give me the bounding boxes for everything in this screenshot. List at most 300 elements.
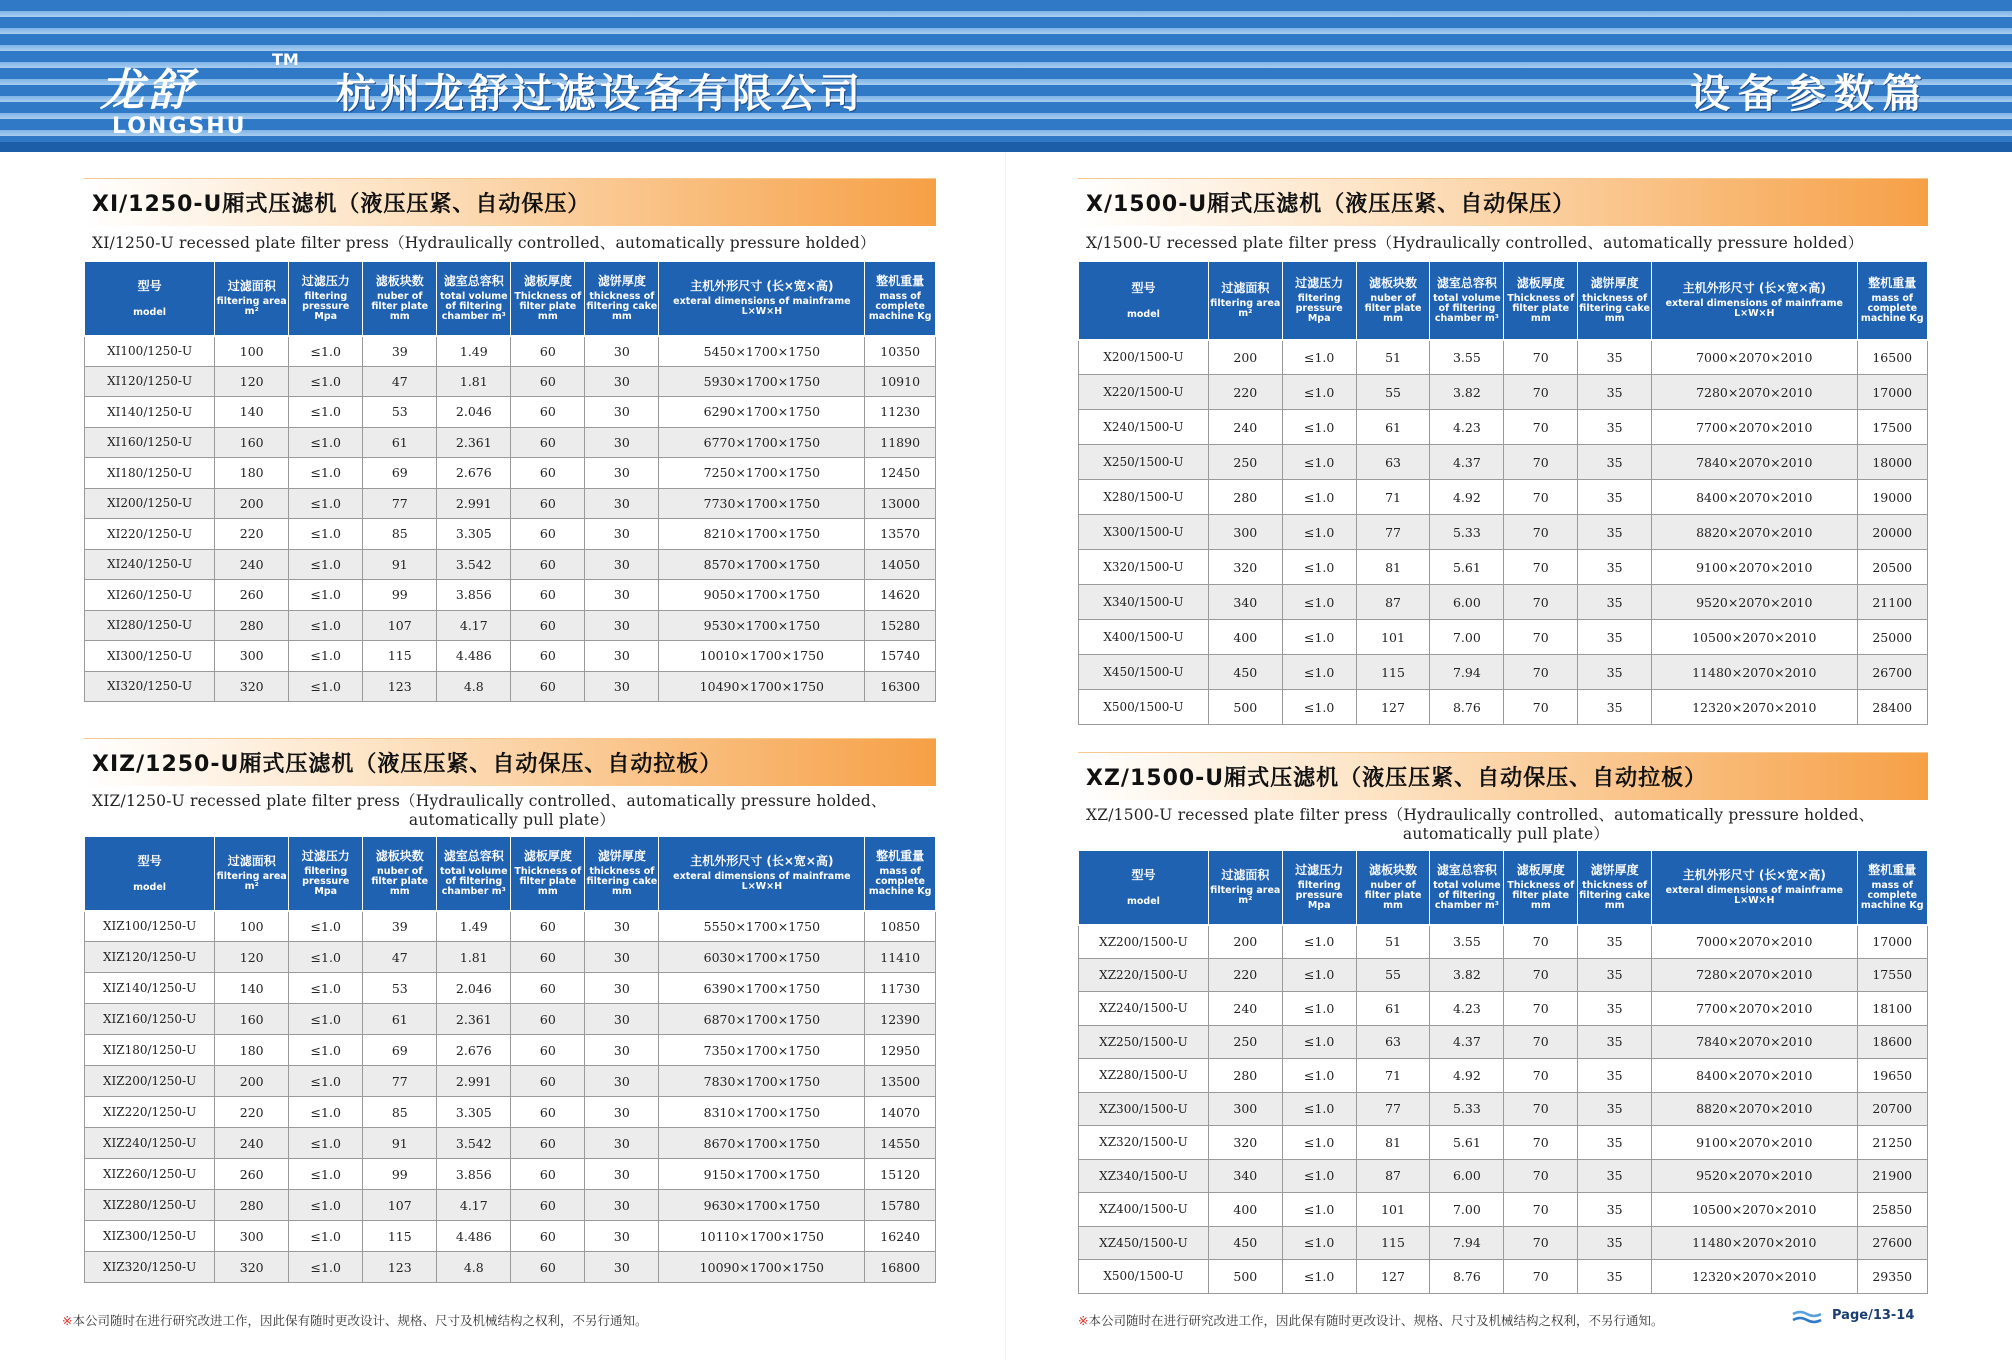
subtitle-line: automatically pull plate） xyxy=(408,811,616,829)
column-header-zh: 型号 xyxy=(1131,280,1156,295)
cell-volume: 1.81 xyxy=(437,942,511,973)
cell-area: 450 xyxy=(1208,1226,1282,1260)
cell-plates: 77 xyxy=(1356,1092,1430,1126)
cell-plate-thickness: 70 xyxy=(1504,620,1578,655)
column-header-pressure xyxy=(289,837,363,911)
cell-plates: 123 xyxy=(363,1252,437,1283)
cell-dimensions: 12320×2070×2010 xyxy=(1652,690,1857,725)
cell-mass: 16240 xyxy=(865,1221,936,1252)
cell-model: XIZ280/1250-U xyxy=(85,1190,215,1221)
cell-dimensions: 8310×1700×1750 xyxy=(659,1097,865,1128)
table-row xyxy=(85,397,936,428)
column-header-zh: 整机重量 xyxy=(876,849,925,864)
column-header-zh: 滤饼厚度 xyxy=(597,274,646,289)
cell-pressure: ≤1.0 xyxy=(1282,958,1356,992)
cell-pressure: ≤1.0 xyxy=(289,1159,363,1190)
column-header-zh: 滤饼厚度 xyxy=(1590,863,1639,878)
cell-mass: 18600 xyxy=(1857,1025,1928,1059)
cell-area: 280 xyxy=(1208,480,1282,515)
cell-area: 300 xyxy=(1208,515,1282,550)
page-wave-icon xyxy=(1792,1310,1822,1324)
subtitle-line: X/1500-U recessed plate filter press（Hydraulically controlled、automatically pressure holded） xyxy=(1086,234,1864,252)
cell-plates: 115 xyxy=(1356,1226,1430,1260)
cell-plate-thickness: 60 xyxy=(511,366,585,397)
logo-chinese: 龙舒 xyxy=(100,65,196,116)
cell-model: XZ320/1500-U xyxy=(1079,1126,1209,1160)
cell-dimensions: 7280×2070×2010 xyxy=(1652,375,1857,410)
cell-volume: 4.17 xyxy=(437,610,511,641)
cell-mass: 20500 xyxy=(1857,550,1928,585)
cell-pressure: ≤1.0 xyxy=(289,580,363,611)
cell-volume: 4.8 xyxy=(437,1252,511,1283)
table-header-row xyxy=(85,262,936,336)
cell-plates: 55 xyxy=(1356,375,1430,410)
cell-cake-thickness: 35 xyxy=(1578,958,1652,992)
table-row xyxy=(1079,992,1928,1026)
column-header-zh: 主机外形尺寸 (长×宽×高) xyxy=(1682,281,1826,296)
cell-pressure: ≤1.0 xyxy=(289,1004,363,1035)
cell-plate-thickness: 70 xyxy=(1504,515,1578,550)
cell-cake-thickness: 35 xyxy=(1578,1260,1652,1294)
table-x1500 xyxy=(1078,178,1928,725)
cell-plate-thickness: 60 xyxy=(511,610,585,641)
cell-volume: 7.94 xyxy=(1430,1226,1504,1260)
cell-plates: 61 xyxy=(363,1004,437,1035)
table-row xyxy=(85,641,936,672)
column-header-zh: 滤室总容积 xyxy=(1436,863,1497,878)
cell-volume: 2.991 xyxy=(437,488,511,519)
cell-area: 500 xyxy=(1208,690,1282,725)
column-header-pressure xyxy=(1282,262,1356,340)
cell-mass: 25850 xyxy=(1857,1193,1928,1227)
cell-plate-thickness: 70 xyxy=(1504,958,1578,992)
cell-plates: 91 xyxy=(363,1128,437,1159)
column-header-cake-thickness xyxy=(1578,851,1652,925)
subtitle-line: XI/1250-U recessed plate filter press（Hydraulically controlled、automatically pressure holded） xyxy=(92,234,876,252)
cell-area: 200 xyxy=(1208,340,1282,375)
cell-dimensions: 12320×2070×2010 xyxy=(1652,1260,1857,1294)
cell-area: 120 xyxy=(215,366,289,397)
cell-cake-thickness: 35 xyxy=(1578,655,1652,690)
cell-area: 320 xyxy=(215,671,289,702)
cell-plate-thickness: 60 xyxy=(511,336,585,367)
cell-area: 300 xyxy=(1208,1092,1282,1126)
cell-volume: 2.046 xyxy=(437,973,511,1004)
cell-cake-thickness: 30 xyxy=(585,366,659,397)
cell-plates: 101 xyxy=(1356,1193,1430,1227)
cell-cake-thickness: 30 xyxy=(585,1159,659,1190)
cell-area: 120 xyxy=(215,942,289,973)
cell-volume: 4.37 xyxy=(1430,1025,1504,1059)
column-header-en: filtering area m² xyxy=(1210,298,1281,320)
product-subtitle xyxy=(1086,806,1926,844)
cell-area: 400 xyxy=(1208,620,1282,655)
cell-dimensions: 8670×1700×1750 xyxy=(659,1128,865,1159)
column-header-volume xyxy=(437,837,511,911)
cell-model: XIZ260/1250-U xyxy=(85,1159,215,1190)
cell-plate-thickness: 70 xyxy=(1504,1260,1578,1294)
column-header-volume xyxy=(1430,262,1504,340)
column-header-en: exteral dimensions of mainframe L×W×H xyxy=(1665,885,1843,907)
cell-plates: 115 xyxy=(363,641,437,672)
spec-table xyxy=(84,836,936,1283)
cell-plates: 85 xyxy=(363,519,437,550)
cell-model: XZ280/1500-U xyxy=(1079,1059,1209,1093)
table-row xyxy=(1079,480,1928,515)
cell-plates: 99 xyxy=(363,1159,437,1190)
cell-area: 250 xyxy=(1208,445,1282,480)
cell-dimensions: 7250×1700×1750 xyxy=(659,458,865,489)
cell-cake-thickness: 30 xyxy=(585,610,659,641)
cell-volume: 5.61 xyxy=(1430,550,1504,585)
cell-plates: 77 xyxy=(363,488,437,519)
cell-volume: 3.55 xyxy=(1430,340,1504,375)
column-header-dimensions xyxy=(659,262,865,336)
cell-area: 220 xyxy=(215,1097,289,1128)
column-header-en: thickness of filtering cake mm xyxy=(586,291,658,323)
cell-dimensions: 10010×1700×1750 xyxy=(659,641,865,672)
table-row xyxy=(1079,515,1928,550)
cell-cake-thickness: 30 xyxy=(585,641,659,672)
column-header-volume xyxy=(1430,851,1504,925)
cell-dimensions: 9520×2070×2010 xyxy=(1652,1159,1857,1193)
cell-mass: 16500 xyxy=(1857,340,1928,375)
cell-cake-thickness: 35 xyxy=(1578,445,1652,480)
cell-mass: 21250 xyxy=(1857,1126,1928,1160)
cell-area: 100 xyxy=(215,336,289,367)
cell-cake-thickness: 30 xyxy=(585,671,659,702)
column-header-plate-thickness xyxy=(511,837,585,911)
cell-mass: 12390 xyxy=(865,1004,936,1035)
cell-cake-thickness: 30 xyxy=(585,1035,659,1066)
logo-trademark: TM xyxy=(272,50,299,69)
cell-mass: 14050 xyxy=(865,549,936,580)
column-header-en: total volume of filtering chamber m³ xyxy=(1433,880,1501,912)
cell-cake-thickness: 35 xyxy=(1578,1193,1652,1227)
cell-model: XI320/1250-U xyxy=(85,671,215,702)
cell-cake-thickness: 30 xyxy=(585,488,659,519)
cell-cake-thickness: 30 xyxy=(585,1252,659,1283)
column-header-zh: 主机外形尺寸 (长×宽×高) xyxy=(690,854,834,869)
cell-model: XI140/1250-U xyxy=(85,397,215,428)
table-row xyxy=(85,458,936,489)
table-row xyxy=(1079,925,1928,959)
cell-mass: 13500 xyxy=(865,1066,936,1097)
cell-dimensions: 8820×2070×2010 xyxy=(1652,515,1857,550)
cell-volume: 7.00 xyxy=(1430,620,1504,655)
column-header-area xyxy=(215,262,289,336)
cell-area: 240 xyxy=(1208,992,1282,1026)
cell-dimensions: 8210×1700×1750 xyxy=(659,519,865,550)
product-title: XIZ/1250-U厢式压滤机（液压压紧、自动保压、自动拉板） xyxy=(92,752,723,777)
product-title-bar xyxy=(1078,178,1928,226)
cell-dimensions: 7350×1700×1750 xyxy=(659,1035,865,1066)
cell-dimensions: 10490×1700×1750 xyxy=(659,671,865,702)
cell-volume: 4.92 xyxy=(1430,480,1504,515)
table-row xyxy=(85,519,936,550)
column-header-en: filtering pressure Mpa xyxy=(302,291,350,323)
cell-plates: 63 xyxy=(1356,1025,1430,1059)
cell-model: XZ340/1500-U xyxy=(1079,1159,1209,1193)
column-header-en: Thickness of filter plate mm xyxy=(1507,293,1575,325)
cell-dimensions: 10110×1700×1750 xyxy=(659,1221,865,1252)
column-header-en: Thickness of filter plate mm xyxy=(1507,880,1575,912)
cell-cake-thickness: 35 xyxy=(1578,1126,1652,1160)
cell-pressure: ≤1.0 xyxy=(1282,1025,1356,1059)
cell-model: XIZ180/1250-U xyxy=(85,1035,215,1066)
cell-model: XI180/1250-U xyxy=(85,458,215,489)
cell-model: XZ450/1500-U xyxy=(1079,1226,1209,1260)
cell-pressure: ≤1.0 xyxy=(1282,925,1356,959)
cell-dimensions: 9100×2070×2010 xyxy=(1652,550,1857,585)
column-header-zh: 滤板厚度 xyxy=(1516,863,1565,878)
cell-pressure: ≤1.0 xyxy=(1282,515,1356,550)
column-header-en: nuber of filter plate mm xyxy=(1364,880,1422,912)
cell-area: 320 xyxy=(1208,550,1282,585)
cell-volume: 5.33 xyxy=(1430,1092,1504,1126)
table-row xyxy=(85,1066,936,1097)
cell-pressure: ≤1.0 xyxy=(1282,480,1356,515)
cell-mass: 20700 xyxy=(1857,1092,1928,1126)
cell-model: XI120/1250-U xyxy=(85,366,215,397)
column-header-zh: 型号 xyxy=(137,278,162,293)
cell-cake-thickness: 30 xyxy=(585,1097,659,1128)
cell-mass: 17000 xyxy=(1857,925,1928,959)
cell-volume: 2.046 xyxy=(437,397,511,428)
cell-mass: 15780 xyxy=(865,1190,936,1221)
cell-pressure: ≤1.0 xyxy=(289,1066,363,1097)
cell-plates: 115 xyxy=(363,1221,437,1252)
cell-dimensions: 9050×1700×1750 xyxy=(659,580,865,611)
cell-model: XIZ140/1250-U xyxy=(85,973,215,1004)
cell-mass: 11410 xyxy=(865,942,936,973)
cell-pressure: ≤1.0 xyxy=(289,458,363,489)
cell-plates: 71 xyxy=(1356,1059,1430,1093)
cell-plates: 39 xyxy=(363,336,437,367)
cell-volume: 3.305 xyxy=(437,519,511,550)
table-row xyxy=(85,911,936,942)
logo-english: LONGSHU xyxy=(112,114,247,139)
cell-area: 280 xyxy=(1208,1059,1282,1093)
cell-area: 340 xyxy=(1208,1159,1282,1193)
cell-plate-thickness: 60 xyxy=(511,911,585,942)
cell-dimensions: 11480×2070×2010 xyxy=(1652,1226,1857,1260)
table-row xyxy=(1079,1025,1928,1059)
cell-pressure: ≤1.0 xyxy=(1282,445,1356,480)
product-title: X/1500-U厢式压滤机（液压压紧、自动保压） xyxy=(1086,192,1576,217)
cell-plates: 39 xyxy=(363,911,437,942)
cell-area: 200 xyxy=(1208,925,1282,959)
cell-volume: 2.676 xyxy=(437,458,511,489)
cell-plate-thickness: 70 xyxy=(1504,992,1578,1026)
cell-plates: 91 xyxy=(363,549,437,580)
cell-plates: 127 xyxy=(1356,1260,1430,1294)
cell-dimensions: 6870×1700×1750 xyxy=(659,1004,865,1035)
column-header-en: total volume of filtering chamber m³ xyxy=(1433,293,1501,325)
table-xz1500 xyxy=(1078,752,1928,1294)
table-row xyxy=(85,427,936,458)
column-header-en: thickness of filtering cake mm xyxy=(1579,293,1650,325)
cell-cake-thickness: 35 xyxy=(1578,1059,1652,1093)
cell-mass: 14620 xyxy=(865,580,936,611)
column-header-en: filtering area m² xyxy=(1210,885,1281,907)
note-text: 本公司随时在进行研究改进工作，因此保有随时更改设计、规格、尺寸及机械结构之权利，不另行通知。 xyxy=(1088,1313,1664,1328)
product-title: XI/1250-U厢式压滤机（液压压紧、自动保压） xyxy=(92,192,591,217)
cell-plates: 47 xyxy=(363,366,437,397)
cell-model: X220/1500-U xyxy=(1079,375,1209,410)
cell-plate-thickness: 60 xyxy=(511,397,585,428)
cell-plate-thickness: 60 xyxy=(511,519,585,550)
cell-plates: 115 xyxy=(1356,655,1430,690)
table-row xyxy=(85,549,936,580)
cell-plates: 71 xyxy=(1356,480,1430,515)
cell-model: X450/1500-U xyxy=(1079,655,1209,690)
cell-plates: 127 xyxy=(1356,690,1430,725)
table-row xyxy=(1079,1059,1928,1093)
cell-pressure: ≤1.0 xyxy=(289,488,363,519)
column-header-area xyxy=(1208,851,1282,925)
cell-cake-thickness: 30 xyxy=(585,942,659,973)
column-header-plates xyxy=(1356,851,1430,925)
column-header-zh: 整机重量 xyxy=(1868,863,1917,878)
cell-area: 220 xyxy=(1208,958,1282,992)
table-row xyxy=(1079,690,1928,725)
table-row xyxy=(1079,1126,1928,1160)
cell-volume: 4.37 xyxy=(1430,445,1504,480)
cell-pressure: ≤1.0 xyxy=(289,519,363,550)
cell-pressure: ≤1.0 xyxy=(1282,550,1356,585)
cell-mass: 25000 xyxy=(1857,620,1928,655)
cell-plate-thickness: 60 xyxy=(511,580,585,611)
cell-plate-thickness: 70 xyxy=(1504,655,1578,690)
cell-plates: 61 xyxy=(363,427,437,458)
column-header-en: filtering area m² xyxy=(216,871,287,893)
cell-area: 320 xyxy=(1208,1126,1282,1160)
spec-table xyxy=(1078,261,1928,725)
cell-plate-thickness: 70 xyxy=(1504,690,1578,725)
cell-volume: 7.94 xyxy=(1430,655,1504,690)
cell-plate-thickness: 70 xyxy=(1504,410,1578,445)
cell-plate-thickness: 60 xyxy=(511,1252,585,1283)
spec-table xyxy=(1078,850,1928,1294)
column-header-zh: 滤板厚度 xyxy=(523,849,572,864)
cell-plates: 51 xyxy=(1356,340,1430,375)
cell-volume: 4.23 xyxy=(1430,410,1504,445)
cell-volume: 3.856 xyxy=(437,580,511,611)
cell-model: X300/1500-U xyxy=(1079,515,1209,550)
product-title: XZ/1500-U厢式压滤机（液压压紧、自动保压、自动拉板） xyxy=(1086,766,1708,791)
cell-pressure: ≤1.0 xyxy=(289,973,363,1004)
table-row xyxy=(1079,1260,1928,1294)
company-name: 杭州龙舒过滤设备有限公司 xyxy=(336,71,864,117)
cell-area: 450 xyxy=(1208,655,1282,690)
cell-plate-thickness: 60 xyxy=(511,549,585,580)
cell-model: XZ220/1500-U xyxy=(1079,958,1209,992)
cell-volume: 2.991 xyxy=(437,1066,511,1097)
column-header-en: model xyxy=(1126,895,1160,907)
spec-table xyxy=(84,261,936,702)
column-header-model xyxy=(1079,262,1209,340)
cell-pressure: ≤1.0 xyxy=(289,942,363,973)
cell-pressure: ≤1.0 xyxy=(289,671,363,702)
cell-plates: 101 xyxy=(1356,620,1430,655)
table-row xyxy=(1079,1159,1928,1193)
cell-area: 240 xyxy=(215,1128,289,1159)
cell-dimensions: 8400×2070×2010 xyxy=(1652,480,1857,515)
column-header-plates xyxy=(1356,262,1430,340)
column-header-zh: 型号 xyxy=(1131,867,1156,882)
cell-pressure: ≤1.0 xyxy=(289,1097,363,1128)
cell-pressure: ≤1.0 xyxy=(1282,1159,1356,1193)
table-row xyxy=(85,1097,936,1128)
column-header-model xyxy=(85,837,215,911)
section-title: 设备参数篇 xyxy=(1690,71,1930,117)
cell-dimensions: 7730×1700×1750 xyxy=(659,488,865,519)
table-row xyxy=(1079,655,1928,690)
column-header-en: filtering pressure Mpa xyxy=(1295,293,1343,325)
cell-area: 300 xyxy=(215,1221,289,1252)
cell-model: XI100/1250-U xyxy=(85,336,215,367)
cell-model: XI160/1250-U xyxy=(85,427,215,458)
column-header-dimensions xyxy=(1652,262,1857,340)
cell-model: XIZ160/1250-U xyxy=(85,1004,215,1035)
column-header-en: nuber of filter plate mm xyxy=(371,866,429,898)
cell-plates: 99 xyxy=(363,580,437,611)
cell-cake-thickness: 30 xyxy=(585,458,659,489)
column-header-en: exteral dimensions of mainframe L×W×H xyxy=(1665,298,1843,320)
cell-dimensions: 9520×2070×2010 xyxy=(1652,585,1857,620)
cell-plate-thickness: 60 xyxy=(511,1128,585,1159)
cell-dimensions: 7700×2070×2010 xyxy=(1652,992,1857,1026)
product-title-bar xyxy=(1078,752,1928,800)
note-mark: ※ xyxy=(62,1313,73,1328)
cell-dimensions: 6390×1700×1750 xyxy=(659,973,865,1004)
cell-dimensions: 8820×2070×2010 xyxy=(1652,1092,1857,1126)
column-header-en: mass of complete machine Kg xyxy=(1860,293,1924,325)
cell-plate-thickness: 70 xyxy=(1504,1159,1578,1193)
column-header-zh: 滤饼厚度 xyxy=(1590,276,1639,291)
cell-area: 140 xyxy=(215,973,289,1004)
product-title-bar xyxy=(84,738,936,786)
cell-plates: 53 xyxy=(363,973,437,1004)
column-header-en: model xyxy=(1126,308,1160,320)
cell-mass: 17500 xyxy=(1857,410,1928,445)
cell-mass: 16300 xyxy=(865,671,936,702)
cell-plate-thickness: 70 xyxy=(1504,1193,1578,1227)
column-header-zh: 滤板块数 xyxy=(375,849,424,864)
column-header-volume xyxy=(437,262,511,336)
column-header-cake-thickness xyxy=(1578,262,1652,340)
cell-model: XI260/1250-U xyxy=(85,580,215,611)
cell-plates: 77 xyxy=(363,1066,437,1097)
cell-model: XIZ200/1250-U xyxy=(85,1066,215,1097)
cell-plates: 87 xyxy=(1356,585,1430,620)
cell-dimensions: 7840×2070×2010 xyxy=(1652,1025,1857,1059)
column-header-zh: 过滤压力 xyxy=(1295,276,1344,291)
cell-cake-thickness: 30 xyxy=(585,1221,659,1252)
cell-area: 180 xyxy=(215,1035,289,1066)
cell-mass: 21900 xyxy=(1857,1159,1928,1193)
cell-cake-thickness: 35 xyxy=(1578,375,1652,410)
column-header-zh: 过滤面积 xyxy=(227,279,276,294)
cell-model: X500/1500-U xyxy=(1079,690,1209,725)
cell-pressure: ≤1.0 xyxy=(289,1221,363,1252)
table-row xyxy=(85,1252,936,1283)
table-row xyxy=(85,366,936,397)
cell-dimensions: 9150×1700×1750 xyxy=(659,1159,865,1190)
cell-dimensions: 11480×2070×2010 xyxy=(1652,655,1857,690)
product-subtitle xyxy=(92,234,936,253)
